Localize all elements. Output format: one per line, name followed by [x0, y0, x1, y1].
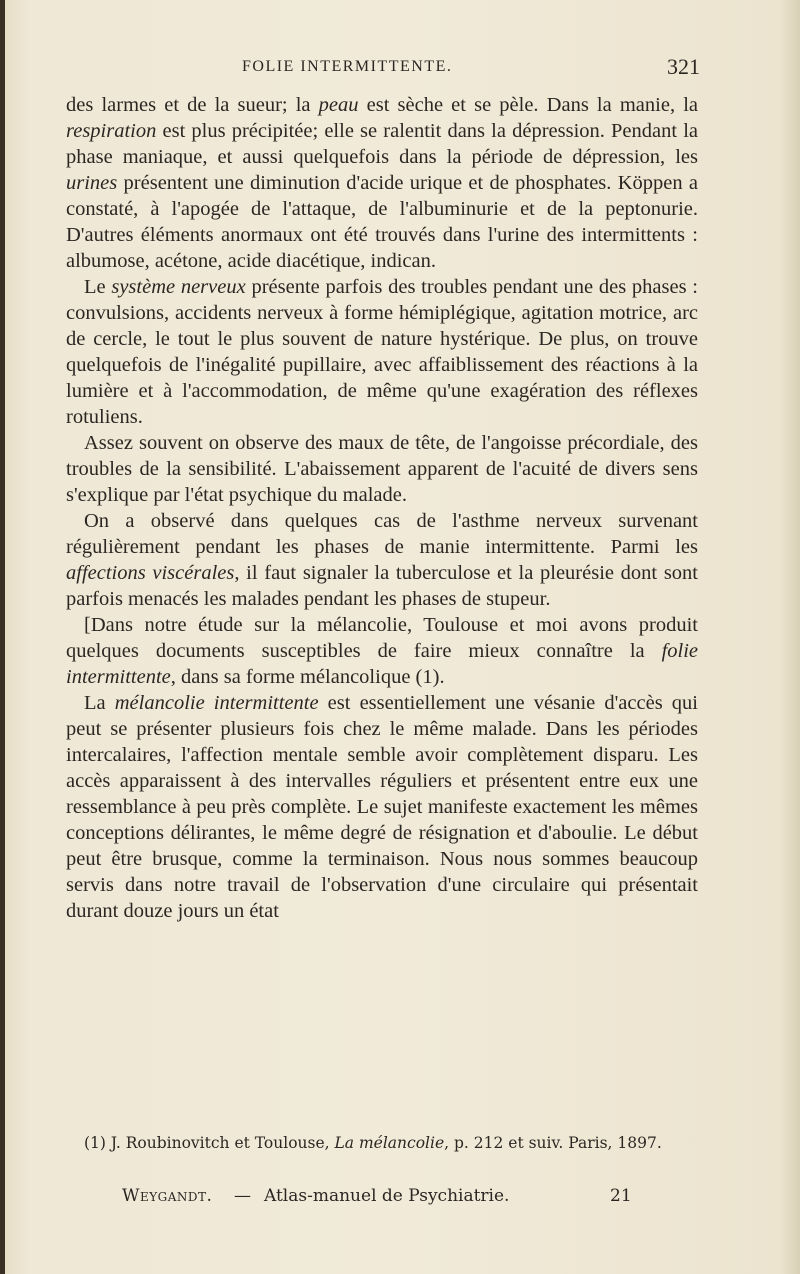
footnote: (1) J. Roubinovitch et Toulouse, La mélancolie, p. 212 et suiv. Paris, 1897. — [84, 1134, 662, 1152]
signature-separator: — — [234, 1186, 251, 1206]
binding-edge — [0, 0, 5, 1274]
body-text — [66, 92, 698, 924]
paragraph-6: La mélancolie intermittente est essentiellement une vésanie d'accès qui peut se présenter plusieurs fois chez le même malade. Dans les périodes intercalaires, l'affection mentale semble avoir complètement disparu. Les accès apparaissent à des intervalles réguliers et présentent entre eux une ressemblance à peu près complète. Le sujet manifeste exactement les mêmes conceptions délirantes, le même degré de résignation et d'aboulie. Le début peut être brusque, comme la terminaison. Nous nous sommes beaucoup servis dans notre travail de l'observation d'une circulaire qui présentait durant douze jours un état — [66, 692, 698, 922]
paragraph-2: Le système nerveux présente parfois des troubles pendant une des phases : convulsions, accidents nerveux à forme hémiplégique, agitation motrice, arc de cercle, le tout le plus souvent de nature hystérique. De plus, on trouve quelquefois de l'inégalité pupillaire, avec affaiblissement des réactions à la lumière et à l'accommodation, de même qu'une exagération des réflexes rotuliens. — [66, 276, 698, 428]
signature-line — [122, 1186, 642, 1212]
paragraph-1: des larmes et de la sueur; la peau est sèche et se pèle. Dans la manie, la respiration est plus précipitée; elle se ralentit dans la dépression. Pendant la phase maniaque, et aussi quelquefois dans la période de dépression, les urines présentent une diminution d'acide urique et de phosphates. Köppen a constaté, à l'apogée de l'attaque, de l'albuminurie et de la peptonurie. D'autres éléments anormaux ont été trouvés dans l'urine des intermittents : albumose, acétone, acide diacétique, indican. — [66, 94, 698, 272]
signature-author: Weygandt. — [122, 1186, 213, 1206]
paragraph-3: Assez souvent on observe des maux de tête, de l'angoisse précordiale, des troubles de la sensibilité. L'abaissement apparent de l'acuité de divers sens s'explique par l'état psychique du malade. — [66, 432, 698, 506]
page-number: 321 — [667, 54, 700, 79]
signature-sheet-number: 21 — [610, 1186, 632, 1206]
paragraph-5: [Dans notre étude sur la mélancolie, Toulouse et moi avons produit quelques documents susceptibles de faire mieux connaître la folie intermittente, dans sa forme mélancolique (1). — [66, 614, 698, 688]
running-head — [66, 54, 700, 82]
running-head-title: FOLIE INTERMITTENTE. — [242, 58, 453, 75]
signature-title: Atlas-manuel de Psychiatrie. — [264, 1186, 510, 1206]
paragraph-4: On a observé dans quelques cas de l'asthme nerveux survenant régulièrement pendant les phases de manie intermittente. Parmi les affections viscérales, il faut signaler la tuberculose et la pleurésie dont sont parfois menacés les malades pendant les phases de stupeur. — [66, 510, 698, 610]
